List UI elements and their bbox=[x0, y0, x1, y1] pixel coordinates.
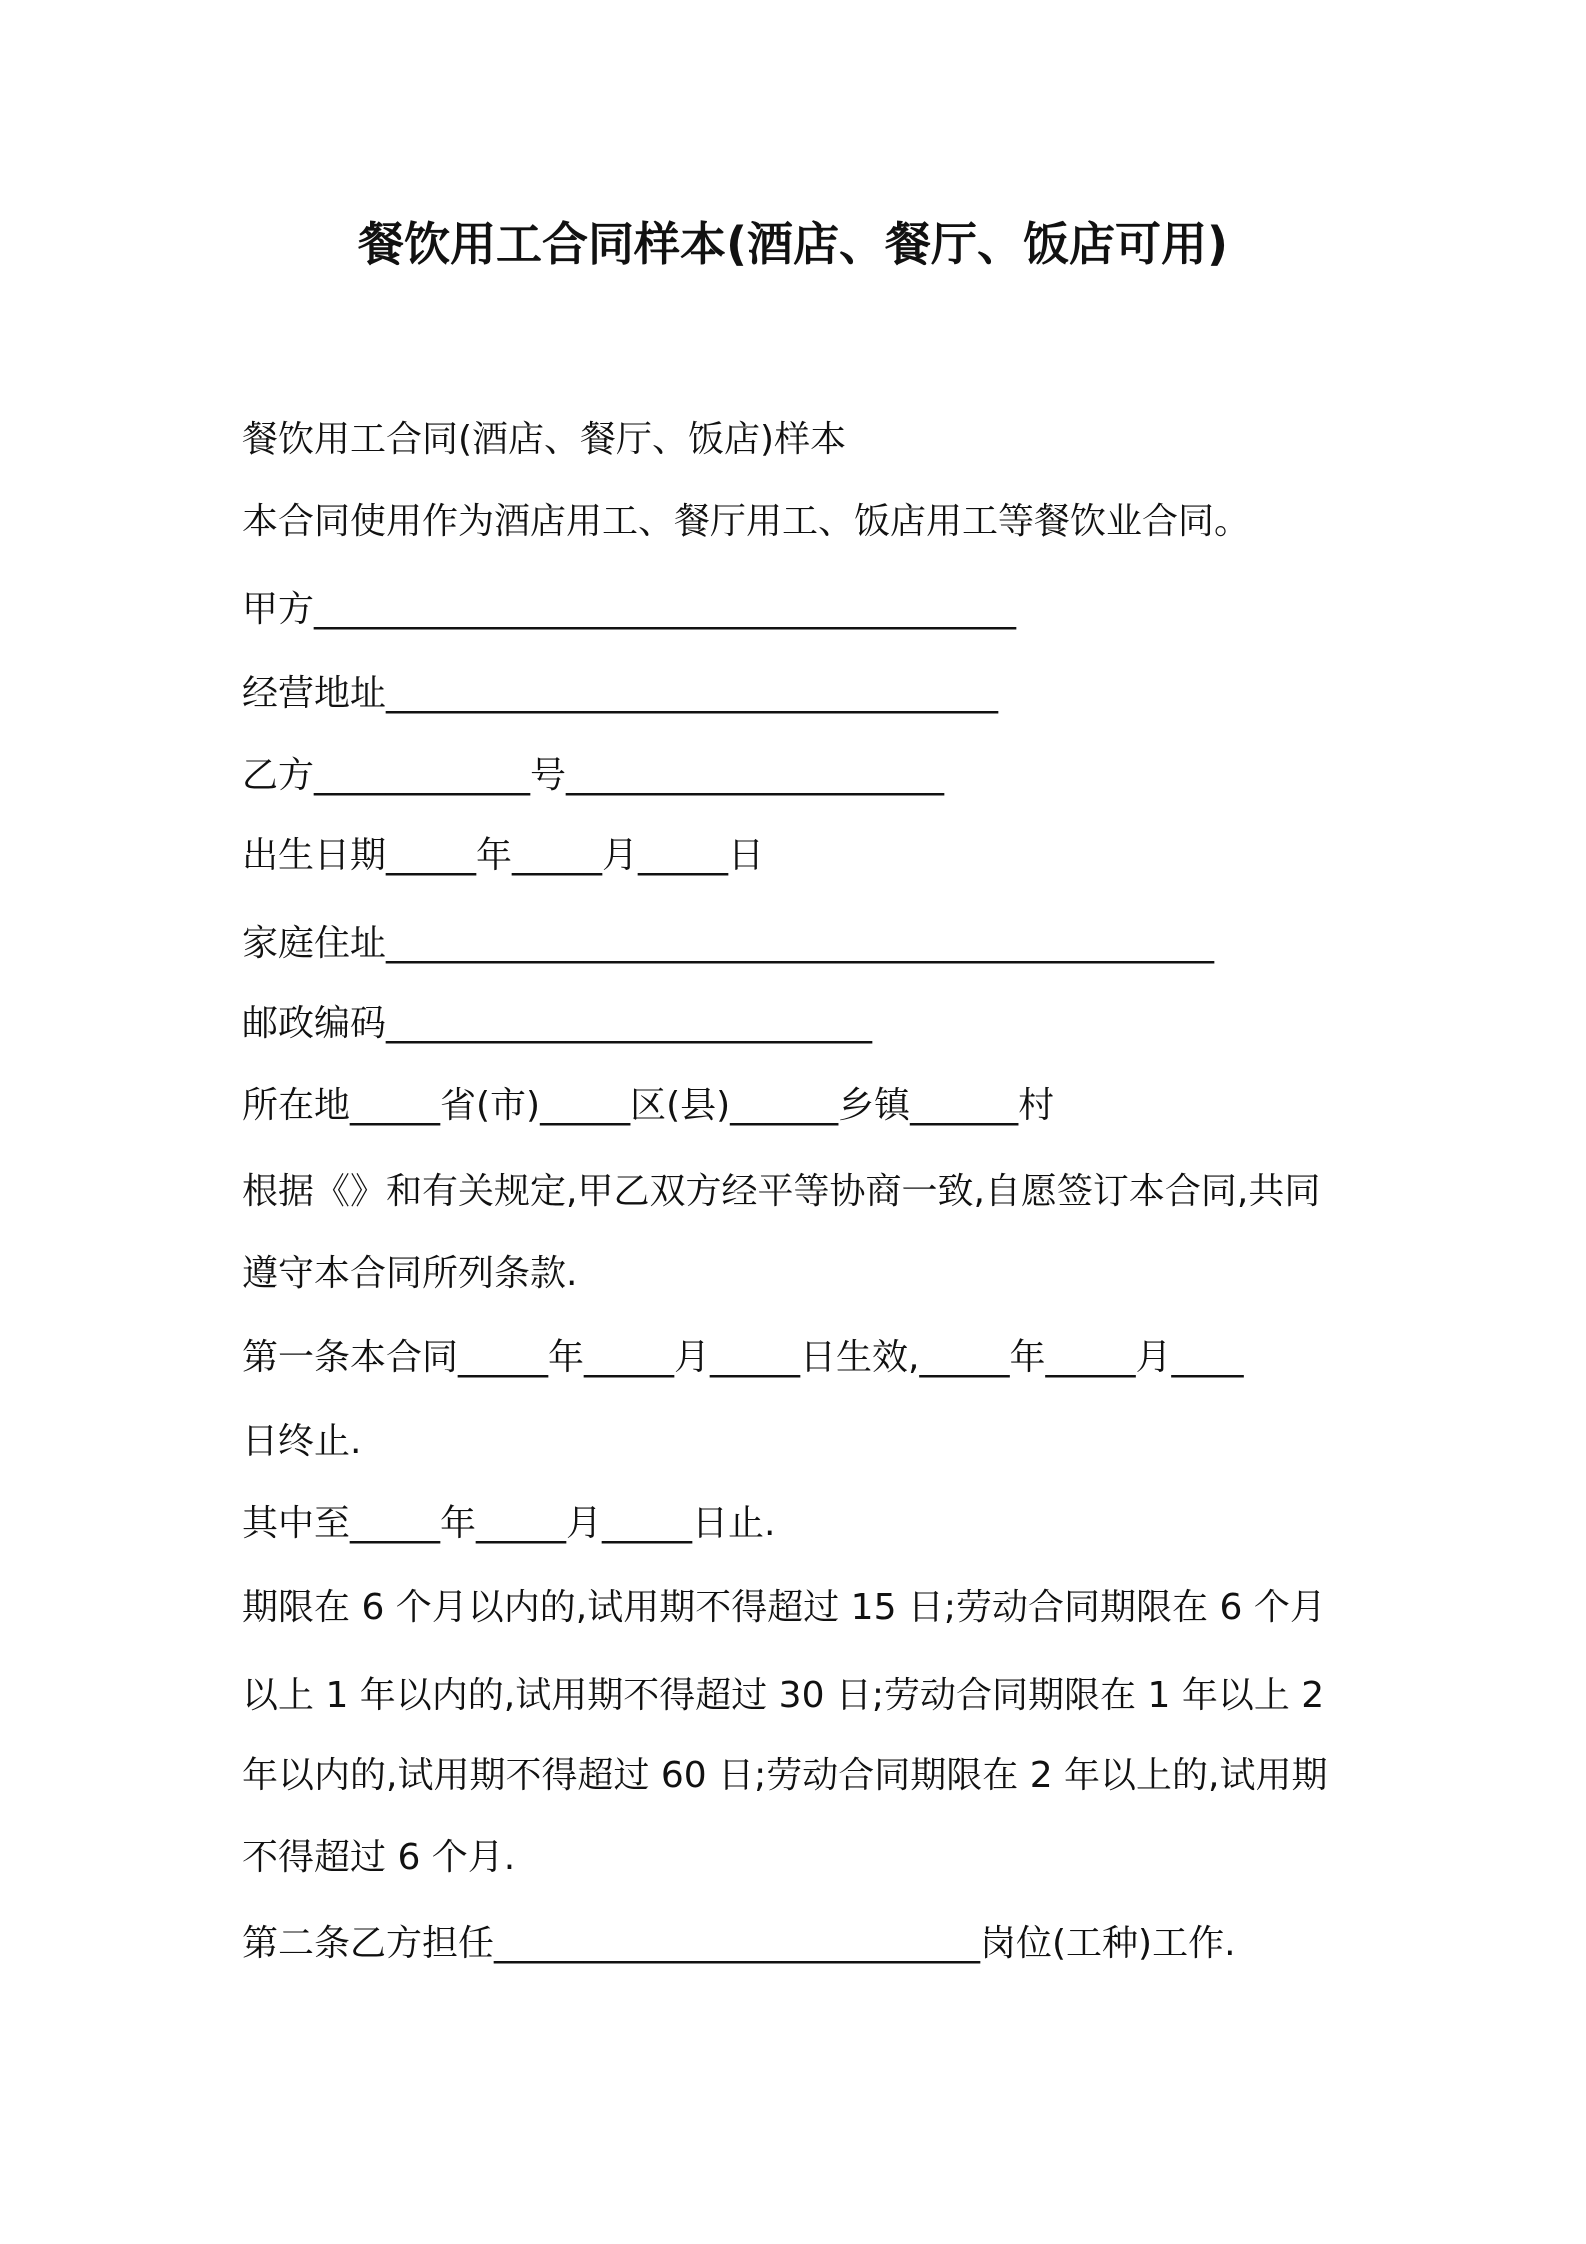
article-one-line: 第一条本合同_____年_____月_____日生效,_____年_____月____ bbox=[242, 1337, 1244, 1378]
subtitle-line: 餐饮用工合同(酒店、餐厅、饭店)样本 bbox=[242, 419, 847, 460]
paragraph-line: 本合同使用作为酒店用工、餐厅用工、饭店用工等餐饮业合同。 bbox=[242, 501, 1251, 542]
article-two-line: 第二条乙方担任___________________________岗位(工种)工作. bbox=[242, 1923, 1236, 1964]
paragraph-line: 日终止. bbox=[242, 1421, 362, 1462]
business-address-field: 经营地址__________________________________ bbox=[242, 673, 999, 714]
home-address-field: 家庭住址______________________________________________ bbox=[242, 923, 1215, 964]
paragraph-line: 不得超过 6 个月. bbox=[242, 1837, 516, 1878]
paragraph-line: 以上 1 年以内的,试用期不得超过 30 日;劳动合同期限在 1 年以上 2 bbox=[242, 1675, 1325, 1716]
paragraph-line: 年以内的,试用期不得超过 60 日;劳动合同期限在 2 年以上的,试用期 bbox=[242, 1755, 1328, 1796]
paragraph-line: 期限在 6 个月以内的,试用期不得超过 15 日;劳动合同期限在 6 个月 bbox=[242, 1587, 1326, 1628]
location-field: 所在地_____省(市)_____区(县)______乡镇______村 bbox=[242, 1085, 1055, 1126]
birth-date-field: 出生日期_____年_____月_____日 bbox=[242, 835, 765, 876]
document-title: 餐饮用工合同样本(酒店、餐厅、饭店可用) bbox=[357, 217, 1229, 271]
paragraph-line: 其中至_____年_____月_____日止. bbox=[242, 1503, 776, 1544]
paragraph-line: 遵守本合同所列条款. bbox=[242, 1253, 578, 1294]
party-b-field: 乙方____________号_____________________ bbox=[242, 755, 944, 796]
paragraph-line: 根据《》和有关规定,甲乙双方经平等协商一致,自愿签订本合同,共同 bbox=[242, 1171, 1321, 1212]
postal-code-field: 邮政编码___________________________ bbox=[242, 1003, 873, 1044]
party-a-field: 甲方_______________________________________ bbox=[242, 589, 1016, 630]
